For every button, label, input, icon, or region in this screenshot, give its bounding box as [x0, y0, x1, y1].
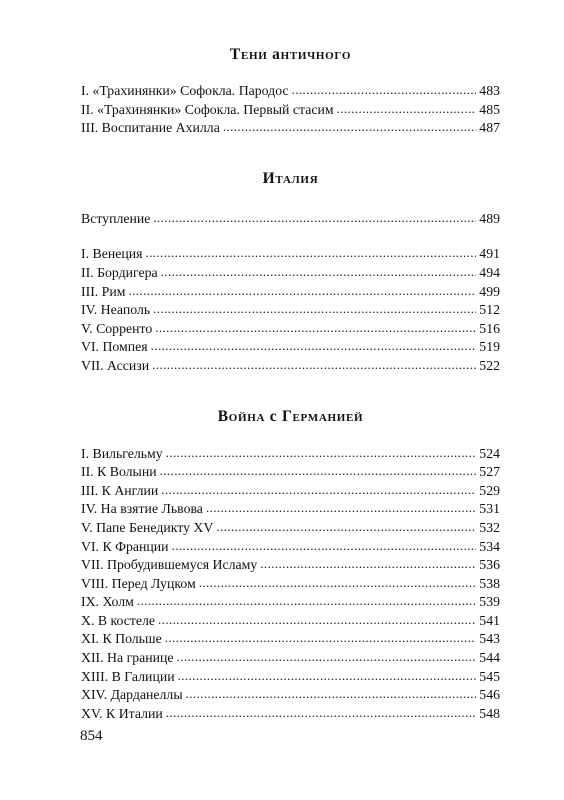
entry-title: V. Папе Бенедикту XV — [81, 519, 214, 535]
dot-leader — [216, 518, 476, 537]
dot-leader — [166, 444, 477, 463]
toc-entry — [81, 593, 500, 612]
toc-entry — [81, 463, 500, 482]
toc-entry — [81, 320, 500, 339]
toc-entry — [81, 210, 500, 229]
toc-entry — [81, 500, 500, 519]
entry-title: II. К Волыни — [81, 464, 157, 480]
toc-section — [81, 168, 500, 376]
toc-entry — [81, 283, 500, 302]
entry-title: III. К Англии — [81, 482, 159, 498]
dot-leader — [153, 300, 476, 319]
dot-leader — [177, 648, 477, 667]
entry-page-number: 539 — [479, 594, 500, 610]
entry-title: IX. Холм — [81, 594, 134, 610]
dot-leader — [178, 667, 477, 686]
toc-entry — [81, 445, 500, 464]
entry-title: V. Сорренто — [81, 320, 153, 336]
toc-entry — [81, 519, 500, 538]
dot-leader — [160, 462, 477, 481]
entry-page-number: 538 — [479, 575, 500, 591]
entry-page-number: 543 — [479, 631, 500, 647]
dot-leader — [206, 499, 476, 518]
section-title: Италия — [262, 169, 319, 187]
toc-entry-group — [81, 82, 500, 138]
entry-page-number: 512 — [479, 302, 500, 318]
toc-entry — [81, 338, 500, 357]
dot-leader — [186, 685, 477, 704]
dot-leader — [292, 81, 477, 100]
toc-entry — [81, 119, 500, 138]
entry-page-number: 485 — [479, 101, 500, 117]
dot-leader — [158, 611, 476, 630]
toc-entry — [81, 705, 500, 724]
dot-leader — [223, 118, 476, 137]
entry-page-number: 522 — [479, 357, 500, 373]
entry-page-number: 529 — [479, 482, 500, 498]
entry-page-number: 519 — [479, 339, 500, 355]
entry-page-number: 534 — [479, 538, 500, 554]
dot-leader — [145, 244, 476, 263]
toc-entry — [81, 82, 500, 101]
toc-entry — [81, 101, 500, 120]
toc-entry — [81, 301, 500, 320]
dot-leader — [166, 704, 477, 723]
entry-title: X. В костеле — [81, 612, 156, 628]
entry-page-number: 531 — [479, 501, 500, 517]
entry-page-number: 541 — [479, 612, 500, 628]
dot-leader — [128, 282, 476, 301]
toc-entry — [81, 630, 500, 649]
entry-page-number: 489 — [479, 210, 500, 226]
dot-leader — [337, 100, 477, 119]
toc-entry — [81, 612, 500, 631]
dot-leader — [165, 629, 477, 648]
dot-leader — [152, 356, 476, 375]
entry-title: VIII. Перед Луцком — [81, 575, 196, 591]
section-title: Война с Германией — [217, 407, 364, 425]
entry-page-number: 544 — [479, 650, 500, 666]
toc-entry — [81, 264, 500, 283]
toc-entry — [81, 538, 500, 557]
entry-page-number: 491 — [479, 246, 500, 262]
entry-title: VI. К Франции — [81, 538, 169, 554]
entry-title: XIV. Дарданеллы — [81, 687, 183, 703]
toc-entry — [81, 482, 500, 501]
toc-entry — [81, 668, 500, 687]
entry-title: III. Воспитание Ахилла — [81, 120, 220, 136]
entry-title: XII. На границе — [81, 650, 174, 666]
entry-title: I. «Трахинянки» Софокла. Пародос — [81, 83, 289, 98]
page-number: 854 — [80, 728, 103, 744]
dot-leader — [155, 319, 476, 338]
entry-title: VII. Пробудившемуся Исламу — [81, 557, 258, 573]
toc-entry — [81, 649, 500, 668]
dot-leader — [137, 592, 476, 611]
toc-section — [81, 406, 500, 724]
entry-title: II. «Трахинянки» Софокла. Первый стасим — [81, 101, 334, 117]
entry-page-number: 494 — [479, 264, 500, 280]
entry-title: XI. К Польше — [81, 631, 162, 647]
entry-title: III. Рим — [81, 283, 126, 299]
entry-title: VI. Помпея — [81, 339, 148, 355]
toc-entry — [81, 575, 500, 594]
entry-title: Вступление — [81, 210, 151, 226]
dot-leader — [161, 481, 476, 500]
dot-leader — [153, 209, 476, 228]
entry-title: I. Вильгельму — [81, 445, 163, 461]
toc-entry — [81, 357, 500, 376]
toc-entry — [81, 556, 500, 575]
dot-leader — [172, 537, 477, 556]
dot-leader — [199, 574, 477, 593]
toc-entry-group — [81, 445, 500, 724]
section-title: Тени античного — [229, 46, 352, 63]
entry-page-number: 499 — [479, 283, 500, 299]
entry-page-number: 536 — [479, 557, 500, 573]
entry-page-number: 545 — [479, 668, 500, 684]
entry-page-number: 524 — [479, 445, 500, 461]
entry-page-number: 483 — [479, 83, 500, 98]
entry-page-number: 546 — [479, 687, 500, 703]
toc-entry — [81, 245, 500, 264]
entry-title: XV. К Италии — [81, 705, 163, 721]
toc-entry-group — [81, 245, 500, 375]
toc-entry-group — [81, 210, 500, 229]
entry-page-number: 487 — [479, 120, 500, 136]
dot-leader — [151, 337, 477, 356]
entry-page-number: 532 — [479, 519, 500, 535]
entry-title: VII. Ассизи — [81, 357, 150, 373]
entry-title: IV. Неаполь — [81, 302, 151, 318]
entry-page-number: 516 — [479, 320, 500, 336]
entry-title: IV. На взятие Львова — [81, 501, 203, 517]
entry-page-number: 527 — [479, 464, 500, 480]
dot-leader — [260, 555, 476, 574]
toc-section — [81, 44, 500, 138]
entry-title: I. Венеция — [81, 246, 143, 262]
dot-leader — [161, 263, 477, 282]
entry-title: II. Бордигера — [81, 264, 158, 280]
entry-title: XIII. В Галиции — [81, 668, 175, 684]
table-of-contents — [81, 44, 500, 723]
toc-entry — [81, 686, 500, 705]
entry-page-number: 548 — [479, 705, 500, 721]
